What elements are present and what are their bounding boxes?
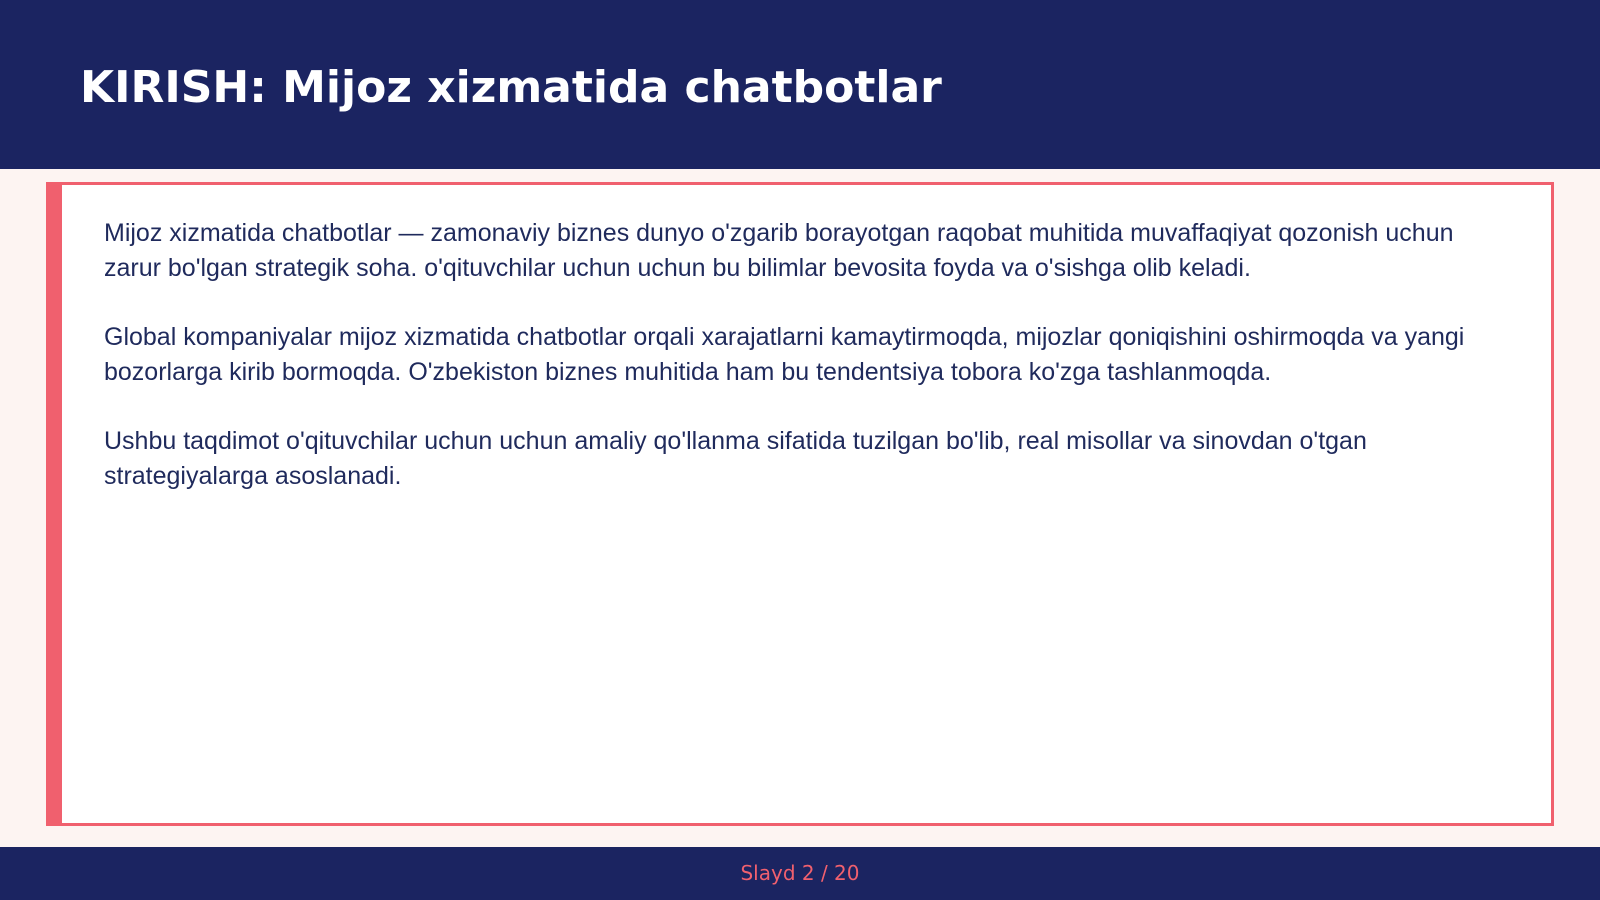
slide-footer: [0, 847, 1600, 900]
presentation-purpose-paragraph: Ushbu taqdimot o'qituvchilar uchun uchun amaliy qo'llanma sifatida tuzilgan bo'lib, real misollar va sinovdan o'tgan strategiyalarga asoslanadi.: [104, 427, 1367, 490]
content-card: [46, 182, 1554, 826]
slide-header: [0, 0, 1600, 169]
global-companies-paragraph: Global kompaniyalar mijoz xizmatida chatbotlar orqali xarajatlarni kamaytirmoqda, mijozlar qoniqishini oshirmoqda va yangi bozorlarga kirib bormoqda. O'zbekiston biznes muhitida ham bu tendentsiya tobora ko'zga tashlanmoqda.: [104, 323, 1465, 386]
content-body: [104, 216, 1514, 528]
intro-paragraph: Mijoz xizmatida chatbotlar — zamonaviy biznes dunyo o'zgarib borayotgan raqobat muhitida muvaffaqiyat qozonish uchun zarur bo'lgan strategik soha. o'qituvchilar uchun uchun bu bilimlar bevosita foyda va o'sishga olib keladi.: [104, 219, 1454, 282]
slide-title: KIRISH: Mijoz xizmatida chatbotlar: [80, 62, 942, 113]
slide-counter: Slayd 2 / 20: [740, 861, 860, 885]
